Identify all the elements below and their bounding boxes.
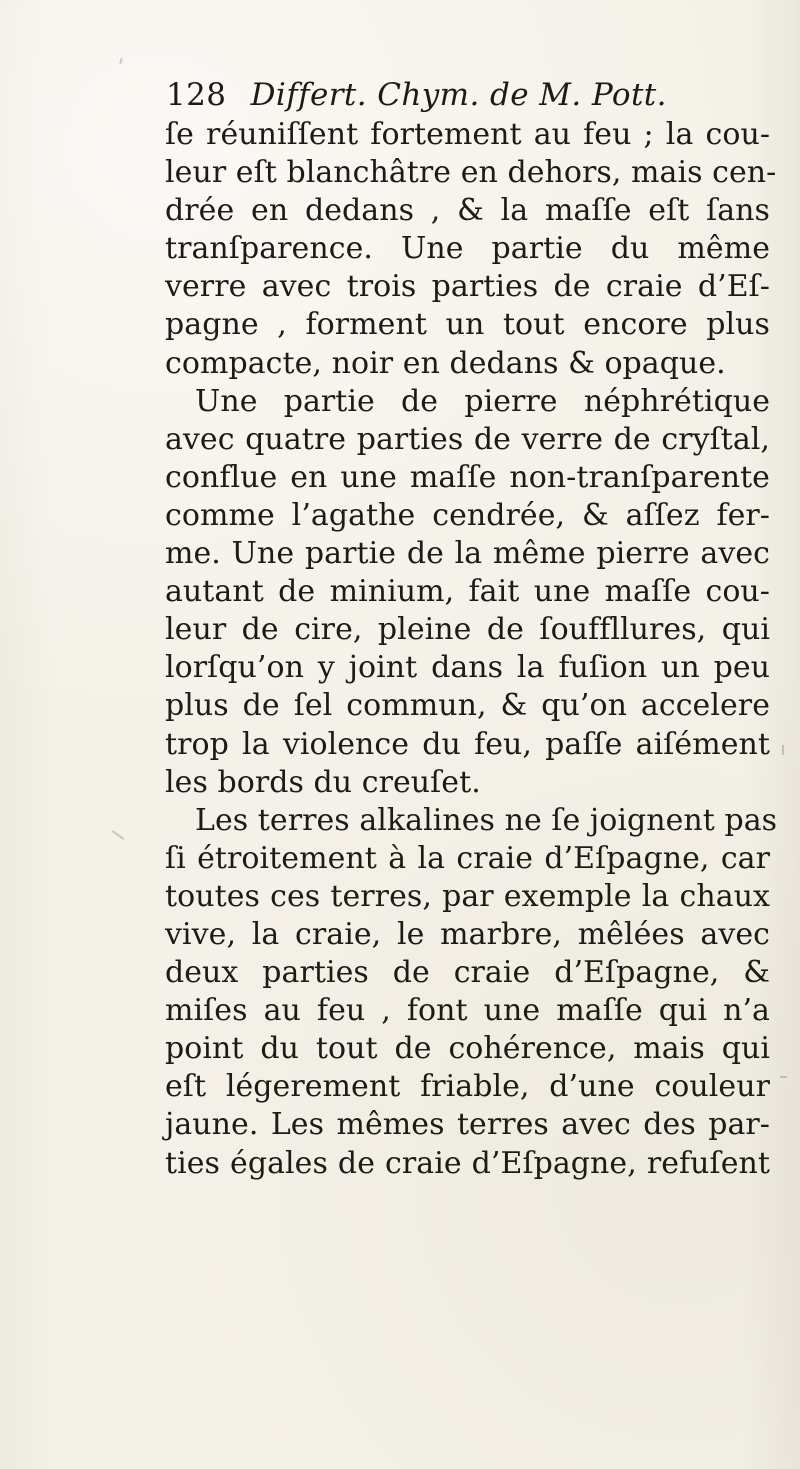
text-line: ſi étroitement à la craie d’Eſpagne, car — [165, 840, 770, 876]
text-line: miſes au feu , font une maſſe qui n’a — [165, 993, 770, 1029]
text-line: plus de ſel commun, & qu’on accelere — [165, 688, 770, 724]
text-line: ties égales de craie d’Eſpagne, refuſent — [165, 1145, 770, 1181]
paragraph-start-line: Les terres alkalines ne ſe joignent pas — [195, 802, 778, 838]
text-line: drée en dedans , & la maſſe eſt ſans — [165, 193, 770, 229]
text-line: deux parties de craie d’Eſpagne, & — [165, 955, 770, 991]
text-line: eſt légerement friable, d’une couleur — [165, 1069, 770, 1105]
text-line: leur de cire, pleine de ſouffllures, qui — [165, 612, 770, 648]
text-line: jaune. Les mêmes terres avec des par- — [165, 1107, 770, 1143]
text-line: me. Une partie de la même pierre avec — [165, 536, 770, 572]
print-mark — [112, 830, 125, 840]
text-line: conflue en une maſſe non-tranſparente — [165, 459, 770, 495]
text-line: ſe réuniſſent fortement au feu ; la cou- — [165, 117, 770, 152]
text-line: pagne , forment un tout encore plus — [165, 307, 770, 343]
text-line: lorſqu’on y joint dans la fuſion un peu — [165, 650, 770, 686]
print-mark — [119, 58, 122, 64]
text-line: verre avec trois parties de craie d’Eſ- — [165, 269, 770, 305]
text-line: trop la violence du feu, paſſe aiſément — [165, 726, 770, 762]
text-line: tranſparence. Une partie du même — [165, 231, 770, 267]
text-line: leur eſt blanchâtre en dehors, mais cen- — [165, 155, 777, 191]
body-text — [165, 116, 778, 1183]
page-number: 128 — [166, 77, 227, 113]
text-line: point du tout de cohérence, mais qui — [165, 1031, 770, 1067]
text-line: autant de minium, fait une maſſe cou- — [165, 574, 770, 610]
print-mark — [782, 745, 784, 755]
paragraph-start-line: Une partie de pierre néphrétique — [195, 383, 770, 419]
text-line: vive, la craie, le marbre, mêlées avec — [165, 916, 770, 952]
text-line: avec quatre parties de verre de cryſtal, — [165, 421, 770, 457]
running-head: Differt. Chym. de M. Pott. — [250, 77, 667, 113]
text-line: comme l’agathe cendrée, & aſſez fer- — [165, 497, 770, 533]
text-line: toutes ces terres, par exemple la chaux — [165, 878, 770, 914]
text-line: compacte, noir en dedans & opaque. — [165, 345, 726, 381]
text-line: les bords du creuſet. — [165, 764, 481, 800]
page-header — [166, 74, 726, 116]
print-mark — [780, 1076, 787, 1078]
